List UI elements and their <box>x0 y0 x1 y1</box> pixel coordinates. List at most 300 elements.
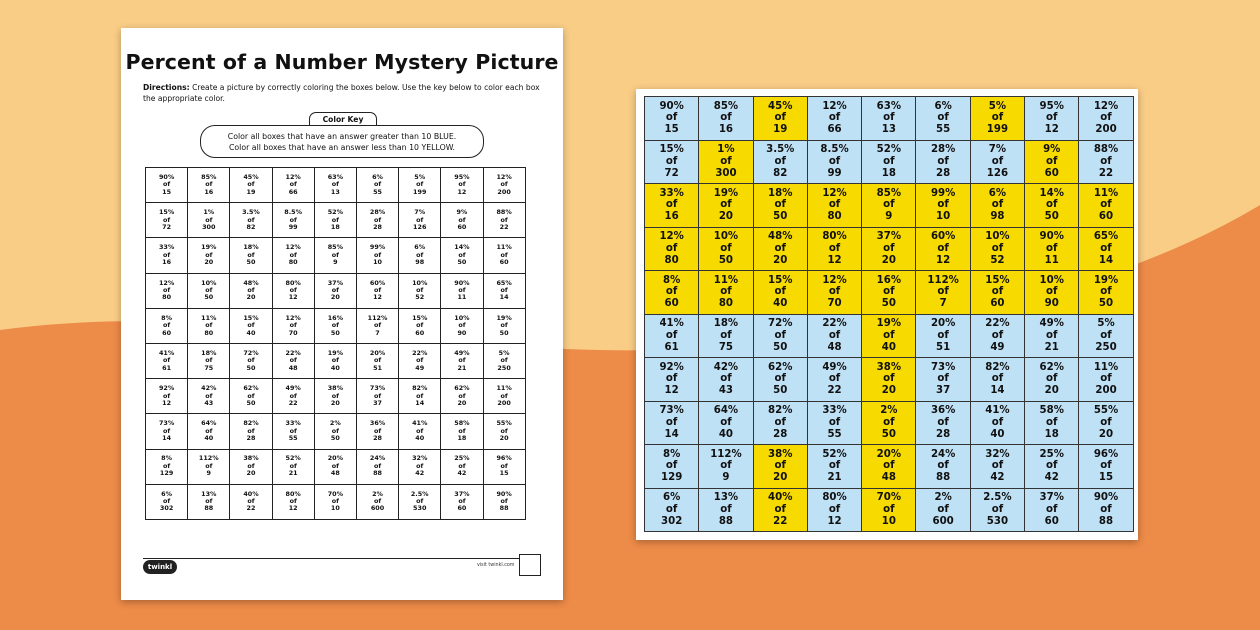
grid-cell <box>699 97 753 141</box>
grid-cell[interactable] <box>356 273 398 308</box>
grid-cell[interactable] <box>188 273 230 308</box>
of-word: of <box>331 356 339 365</box>
number-value: 50 <box>1098 298 1114 310</box>
grid-cell[interactable] <box>399 308 441 343</box>
grid-cell[interactable] <box>230 379 272 414</box>
grid-cell[interactable] <box>356 414 398 449</box>
of-word: of <box>331 426 339 435</box>
grid-cell[interactable] <box>146 308 188 343</box>
number-value: 60 <box>457 504 467 513</box>
grid-cell <box>862 184 916 228</box>
of-word: of <box>937 112 949 124</box>
of-word: of <box>991 460 1004 472</box>
percent-value: 63% <box>327 172 343 181</box>
percent-value: 41% <box>985 405 1010 417</box>
number-value: 15 <box>499 469 509 478</box>
number-value: 22 <box>773 515 788 527</box>
percent-value: 28% <box>369 208 386 217</box>
of-word: of <box>665 199 678 211</box>
number-value: 70 <box>288 328 298 337</box>
of-word: of <box>937 503 949 515</box>
grid-cell[interactable] <box>483 238 525 273</box>
number-value: 14 <box>162 434 172 443</box>
number-value: 250 <box>497 363 511 372</box>
percent-value: 9% <box>1043 144 1061 156</box>
number-value: 20 <box>204 258 214 267</box>
number-value: 72 <box>162 222 172 231</box>
grid-cell <box>862 314 916 358</box>
percent-value: 6% <box>663 492 681 504</box>
number-value: 14 <box>664 428 679 440</box>
grid-cell[interactable] <box>441 379 483 414</box>
of-word: of <box>458 461 466 470</box>
grid-cell[interactable] <box>146 168 188 203</box>
grid-cell[interactable] <box>483 308 525 343</box>
percent-value: 13% <box>201 489 217 498</box>
percent-value: 62% <box>1039 361 1064 373</box>
of-word: of <box>665 503 678 515</box>
percent-value: 65% <box>1093 231 1119 243</box>
of-word: of <box>500 391 508 400</box>
number-value: 66 <box>288 187 298 196</box>
grid-cell[interactable] <box>483 449 525 484</box>
grid-cell[interactable] <box>230 308 272 343</box>
percent-value: 40% <box>768 492 793 504</box>
of-word: of <box>205 497 213 506</box>
number-value: 50 <box>881 428 896 440</box>
grid-cell[interactable] <box>146 238 188 273</box>
number-value: 12 <box>664 385 679 397</box>
of-word: of <box>163 180 171 189</box>
grid-cell[interactable] <box>272 168 314 203</box>
grid-cell <box>645 314 699 358</box>
grid-cell <box>1025 184 1079 228</box>
number-value: 302 <box>661 515 683 527</box>
grid-cell[interactable] <box>230 449 272 484</box>
grid-cell[interactable] <box>314 238 356 273</box>
twinkl-logo: twinkl <box>143 560 177 574</box>
grid-cell <box>1025 271 1079 315</box>
grid-cell[interactable] <box>314 308 356 343</box>
of-word: of <box>331 250 339 259</box>
number-value: 50 <box>204 293 214 302</box>
grid-cell[interactable] <box>188 238 230 273</box>
grid-cell[interactable] <box>356 168 398 203</box>
grid-cell[interactable] <box>399 273 441 308</box>
of-word: of <box>1100 329 1112 341</box>
of-word: of <box>500 356 508 365</box>
grid-cell[interactable] <box>441 449 483 484</box>
grid-cell[interactable] <box>146 273 188 308</box>
worksheet-grid <box>145 167 526 520</box>
percent-value: 82% <box>412 384 428 393</box>
of-word: of <box>163 391 171 400</box>
percent-value: 19% <box>713 187 739 199</box>
percent-value: 95% <box>454 172 470 181</box>
of-word: of <box>883 416 895 428</box>
of-word: of <box>937 199 949 211</box>
of-word: of <box>205 391 213 400</box>
number-value: 42 <box>415 469 425 478</box>
grid-cell[interactable] <box>399 449 441 484</box>
grid-cell[interactable] <box>356 449 398 484</box>
percent-value: 70% <box>327 489 343 498</box>
percent-value: 52% <box>285 454 301 463</box>
number-value: 16 <box>718 124 734 136</box>
grid-cell[interactable] <box>272 449 314 484</box>
grid-cell <box>807 271 861 315</box>
number-value: 51 <box>936 341 951 353</box>
percent-value: 12% <box>822 100 847 112</box>
grid-row <box>645 445 1134 489</box>
grid-cell[interactable] <box>230 238 272 273</box>
of-word: of <box>205 426 213 435</box>
of-word: of <box>331 391 339 400</box>
percent-value: 22% <box>985 318 1010 330</box>
of-word: of <box>458 180 466 189</box>
grid-cell <box>699 358 753 402</box>
percent-value: 5% <box>1097 318 1115 330</box>
grid-cell[interactable] <box>356 308 398 343</box>
number-value: 15 <box>162 187 172 196</box>
percent-value: 6% <box>161 489 173 498</box>
grid-cell <box>1079 184 1133 228</box>
percent-value: 12% <box>822 187 847 199</box>
percent-value: 2% <box>880 405 898 417</box>
number-value: 600 <box>370 504 385 513</box>
number-value: 200 <box>497 398 511 407</box>
percent-value: 12% <box>496 172 512 181</box>
grid-cell[interactable] <box>441 414 483 449</box>
grid-cell[interactable] <box>272 484 314 519</box>
of-word: of <box>828 503 841 515</box>
percent-value: 85% <box>327 243 343 252</box>
of-word: of <box>828 155 841 167</box>
number-value: 20 <box>499 434 509 443</box>
grid-cell[interactable] <box>399 343 441 378</box>
grid-cell <box>862 445 916 489</box>
grid-cell[interactable] <box>230 343 272 378</box>
of-word: of <box>331 461 339 470</box>
of-word: of <box>205 356 213 365</box>
grid-cell[interactable] <box>483 168 525 203</box>
number-value: 302 <box>159 504 174 513</box>
of-word: of <box>289 497 297 506</box>
number-value: 40 <box>718 428 734 440</box>
of-word: of <box>416 391 424 400</box>
of-word: of <box>205 215 213 224</box>
of-word: of <box>828 199 841 211</box>
grid-cell <box>1079 140 1133 184</box>
percent-value: 55% <box>496 419 512 428</box>
grid-cell[interactable] <box>188 203 230 238</box>
number-value: 20 <box>1098 428 1114 440</box>
of-word: of <box>1046 329 1058 341</box>
grid-cell[interactable] <box>441 273 483 308</box>
grid-cell[interactable] <box>188 168 230 203</box>
grid-cell[interactable] <box>356 379 398 414</box>
number-value: 99 <box>827 167 842 179</box>
of-word: of <box>247 391 255 400</box>
grid-cell <box>916 97 970 141</box>
number-value: 250 <box>1095 341 1117 353</box>
grid-cell <box>1079 358 1133 402</box>
grid-cell[interactable] <box>399 203 441 238</box>
grid-cell[interactable] <box>483 414 525 449</box>
grid-cell[interactable] <box>399 238 441 273</box>
grid-cell[interactable] <box>188 414 230 449</box>
color-key-blue-rule: Color all boxes that have an answer greater than 10 BLUE. <box>227 131 457 141</box>
grid-cell <box>753 401 807 445</box>
number-value: 60 <box>664 298 679 310</box>
number-value: 9 <box>722 472 730 484</box>
grid-cell[interactable] <box>483 273 525 308</box>
grid-cell <box>1025 314 1079 358</box>
of-word: of <box>1100 503 1112 515</box>
of-word: of <box>665 155 678 167</box>
percent-value: 32% <box>412 454 428 463</box>
grid-cell[interactable] <box>399 484 441 519</box>
number-value: 98 <box>990 211 1005 223</box>
grid-cell[interactable] <box>441 168 483 203</box>
number-value: 20 <box>773 254 788 266</box>
percent-value: 90% <box>158 172 175 181</box>
grid-cell[interactable] <box>356 203 398 238</box>
of-word: of <box>416 356 424 365</box>
of-word: of <box>720 329 732 341</box>
number-value: 20 <box>246 293 256 302</box>
grid-cell[interactable] <box>272 308 314 343</box>
grid-cell[interactable] <box>188 343 230 378</box>
of-word: of <box>828 329 841 341</box>
number-value: 20 <box>718 211 734 223</box>
percent-value: 37% <box>454 489 470 498</box>
number-value: 80 <box>718 298 734 310</box>
worksheet-title: Percent of a Number Mystery Picture <box>125 50 559 74</box>
percent-value: 11% <box>1093 361 1119 373</box>
number-value: 19 <box>246 187 256 196</box>
number-value: 11 <box>457 293 467 302</box>
percent-value: 82% <box>243 419 259 428</box>
of-word: of <box>774 286 786 298</box>
number-value: 66 <box>827 124 842 136</box>
percent-value: 11% <box>496 384 512 393</box>
grid-cell[interactable] <box>441 343 483 378</box>
grid-cell[interactable] <box>356 238 398 273</box>
percent-value: 48% <box>243 278 259 287</box>
grid-cell[interactable] <box>188 449 230 484</box>
grid-cell[interactable] <box>441 203 483 238</box>
number-value: 49 <box>415 363 425 372</box>
of-word: of <box>665 112 678 124</box>
grid-cell[interactable] <box>356 484 398 519</box>
of-word: of <box>163 461 171 470</box>
grid-cell[interactable] <box>314 484 356 519</box>
number-value: 40 <box>204 434 214 443</box>
grid-cell[interactable] <box>146 379 188 414</box>
of-word: of <box>937 416 949 428</box>
of-word: of <box>720 112 732 124</box>
percent-value: 16% <box>327 313 343 322</box>
grid-cell[interactable] <box>146 203 188 238</box>
grid-cell[interactable] <box>272 379 314 414</box>
grid-cell <box>699 271 753 315</box>
grid-cell[interactable] <box>483 484 525 519</box>
grid-cell[interactable] <box>314 343 356 378</box>
percent-value: 14% <box>1039 187 1064 199</box>
number-value: 55 <box>827 428 842 440</box>
of-word: of <box>289 356 297 365</box>
of-word: of <box>163 285 171 294</box>
of-word: of <box>289 285 297 294</box>
of-word: of <box>774 329 786 341</box>
percent-value: 14% <box>454 243 470 252</box>
number-value: 20 <box>457 398 467 407</box>
grid-cell <box>970 314 1024 358</box>
grid-cell[interactable] <box>146 449 188 484</box>
grid-cell <box>862 140 916 184</box>
number-value: 20 <box>330 293 340 302</box>
grid-cell[interactable] <box>356 343 398 378</box>
percent-value: 6% <box>934 100 952 112</box>
of-word: of <box>883 242 895 254</box>
number-value: 13 <box>330 187 340 196</box>
number-value: 52 <box>415 293 425 302</box>
grid-cell[interactable] <box>230 273 272 308</box>
of-word: of <box>991 373 1004 385</box>
number-value: 50 <box>246 398 256 407</box>
number-value: 48 <box>827 341 842 353</box>
grid-cell[interactable] <box>483 379 525 414</box>
of-word: of <box>163 426 171 435</box>
number-value: 19 <box>773 124 788 136</box>
grid-cell[interactable] <box>230 168 272 203</box>
grid-cell[interactable] <box>314 379 356 414</box>
number-value: 49 <box>990 341 1005 353</box>
grid-cell[interactable] <box>146 414 188 449</box>
percent-value: 18% <box>713 318 739 330</box>
grid-cell[interactable] <box>272 414 314 449</box>
grid-cell[interactable] <box>314 273 356 308</box>
number-value: 51 <box>373 363 382 372</box>
number-value: 12 <box>936 254 951 266</box>
number-value: 129 <box>661 472 683 484</box>
grid-cell <box>862 401 916 445</box>
grid-cell <box>1025 488 1079 532</box>
grid-cell[interactable] <box>188 484 230 519</box>
number-value: 18 <box>881 167 896 179</box>
number-value: 15 <box>1098 472 1114 484</box>
grid-cell[interactable] <box>399 414 441 449</box>
number-value: 12 <box>827 254 842 266</box>
percent-value: 12% <box>659 231 684 243</box>
grid-cell[interactable] <box>272 203 314 238</box>
of-word: of <box>828 112 841 124</box>
grid-row <box>146 379 526 414</box>
percent-value: 112% <box>198 454 219 463</box>
percent-value: 2% <box>934 492 952 504</box>
grid-cell[interactable] <box>188 379 230 414</box>
number-value: 126 <box>413 222 427 231</box>
of-word: of <box>1046 155 1058 167</box>
percent-value: 73% <box>930 361 956 373</box>
of-word: of <box>991 242 1004 254</box>
of-word: of <box>289 426 297 435</box>
grid-cell[interactable] <box>314 168 356 203</box>
number-value: 99 <box>288 222 298 231</box>
percent-value: 90% <box>454 278 470 287</box>
grid-cell[interactable] <box>441 308 483 343</box>
grid-cell[interactable] <box>314 414 356 449</box>
percent-value: 11% <box>496 243 512 252</box>
percent-value: 10% <box>201 278 217 287</box>
grid-cell[interactable] <box>314 203 356 238</box>
grid-cell[interactable] <box>230 203 272 238</box>
grid-cell[interactable] <box>272 273 314 308</box>
number-value: 9 <box>333 258 338 267</box>
of-word: of <box>500 180 508 189</box>
percent-value: 7% <box>414 208 426 217</box>
number-value: 80 <box>204 328 214 337</box>
percent-value: 18% <box>201 348 217 357</box>
grid-cell[interactable] <box>188 308 230 343</box>
percent-value: 112% <box>927 274 959 286</box>
of-word: of <box>774 373 786 385</box>
grid-cell <box>1079 445 1133 489</box>
grid-cell[interactable] <box>399 168 441 203</box>
grid-cell[interactable] <box>230 484 272 519</box>
grid-cell[interactable] <box>146 484 188 519</box>
number-value: 50 <box>773 385 788 397</box>
grid-cell <box>970 184 1024 228</box>
number-value: 75 <box>204 363 214 372</box>
grid-cell[interactable] <box>272 343 314 378</box>
of-word: of <box>1100 242 1112 254</box>
percent-value: 72% <box>768 318 793 330</box>
grid-cell[interactable] <box>483 343 525 378</box>
percent-value: 15% <box>412 313 428 322</box>
percent-value: 28% <box>930 144 956 156</box>
grid-cell <box>862 97 916 141</box>
grid-row <box>146 168 526 203</box>
grid-cell[interactable] <box>146 343 188 378</box>
percent-value: 45% <box>243 172 259 181</box>
grid-cell[interactable] <box>314 449 356 484</box>
number-value: 16 <box>162 258 172 267</box>
grid-cell[interactable] <box>272 238 314 273</box>
grid-cell[interactable] <box>483 203 525 238</box>
grid-cell[interactable] <box>441 238 483 273</box>
percent-value: 80% <box>822 231 847 243</box>
percent-value: 85% <box>713 100 739 112</box>
of-word: of <box>720 286 732 298</box>
percent-value: 12% <box>158 278 175 287</box>
of-word: of <box>163 497 171 506</box>
number-value: 21 <box>1044 341 1059 353</box>
of-word: of <box>774 460 786 472</box>
grid-cell[interactable] <box>399 379 441 414</box>
of-word: of <box>247 215 255 224</box>
percent-value: 9% <box>456 208 468 217</box>
directions-text: Create a picture by correctly coloring the boxes below. Use the key below to color each box the appropriate color. <box>143 83 540 103</box>
percent-value: 49% <box>285 384 301 393</box>
grid-cell <box>699 488 753 532</box>
grid-cell[interactable] <box>441 484 483 519</box>
of-word: of <box>665 373 678 385</box>
grid-cell[interactable] <box>230 414 272 449</box>
grid-cell <box>645 184 699 228</box>
number-value: 18 <box>457 434 467 443</box>
